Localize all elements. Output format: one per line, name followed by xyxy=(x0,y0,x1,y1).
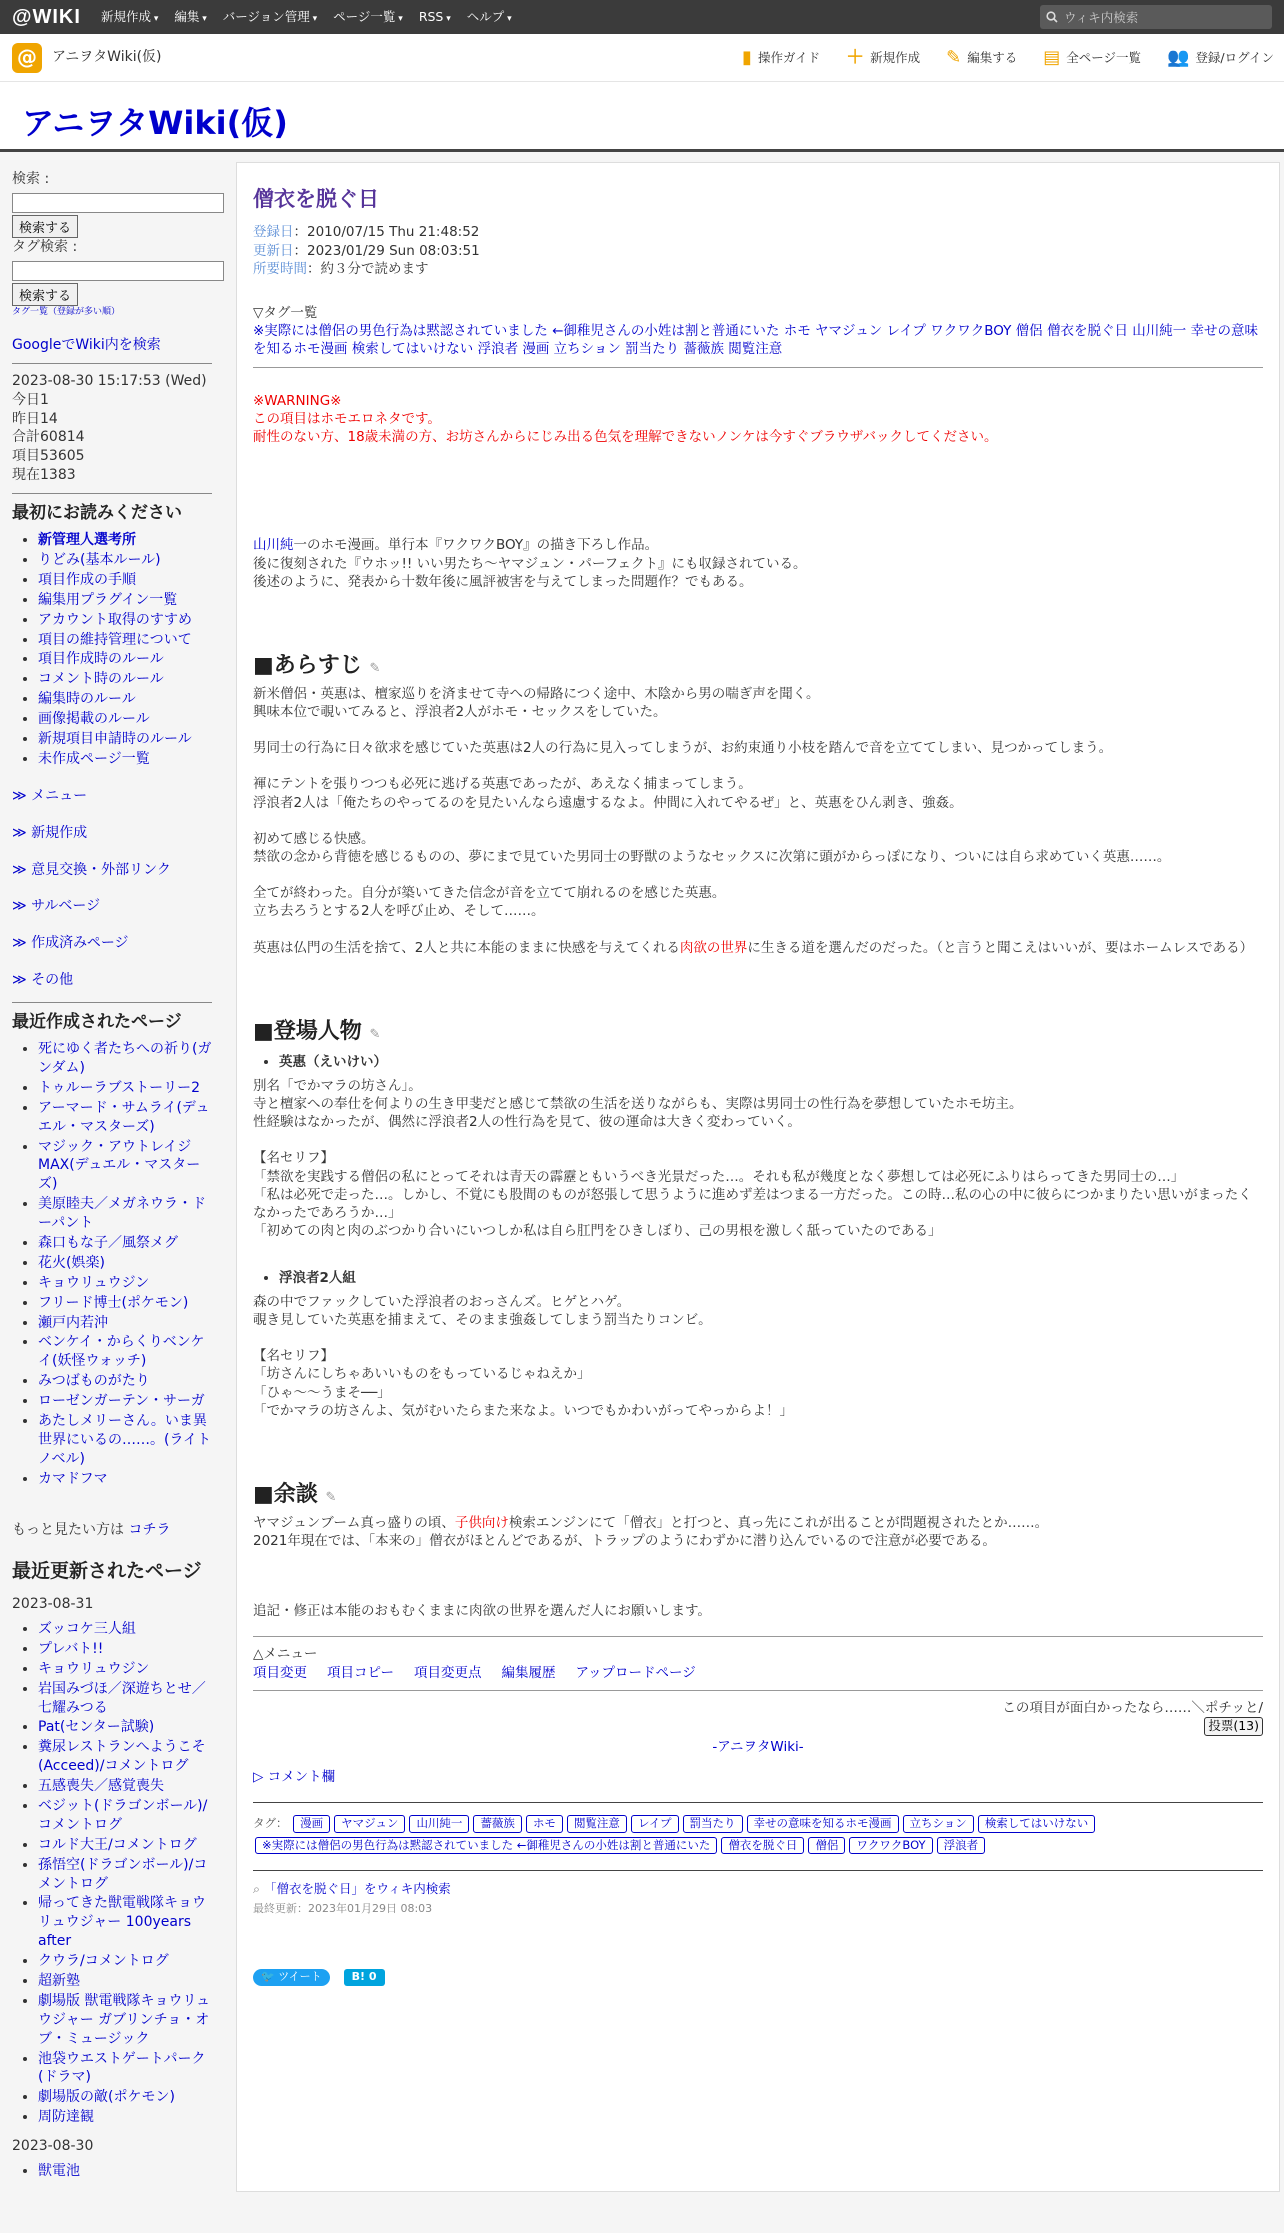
search-icon xyxy=(1046,11,1058,23)
first-read-heading: 最初にお読みください xyxy=(12,503,182,524)
recent-created-item-link[interactable]: アーマード・サムライ(デュエル・マスターズ) xyxy=(38,1099,210,1135)
tweet-button[interactable] xyxy=(253,1969,330,1986)
site-logo-icon[interactable]: @ xyxy=(12,43,42,73)
side-search-input[interactable] xyxy=(12,193,224,213)
stat-now: 現在1383 xyxy=(12,467,76,484)
stat-total: 合計60814 xyxy=(12,429,85,446)
recent-updated-item xyxy=(38,1718,212,1737)
first-read-item xyxy=(38,710,212,729)
tag-search-label: タグ検索 : xyxy=(12,238,78,255)
new-page-label: 新規作成 xyxy=(870,49,921,65)
first-read-item-link[interactable]: 新管理人選考所 xyxy=(38,532,136,549)
recent-updated-item xyxy=(38,1856,212,1894)
recent-updated-item-link[interactable]: クウラ/コメントログ xyxy=(38,1953,169,1970)
text-line xyxy=(253,1131,1263,1149)
share-buttons xyxy=(253,1969,1263,1986)
first-read-item xyxy=(38,631,212,650)
text-line xyxy=(253,812,1263,830)
recent-created-item-link[interactable]: キョウリュウジン xyxy=(38,1274,150,1291)
header-links xyxy=(742,34,1274,82)
recent-updated-item xyxy=(38,1952,212,1971)
closing-text: 追記・修正は本能のおもむくままに肉欲の世界を選んだ人にお願いします。 xyxy=(253,1603,711,1620)
text: 検索エンジンにて「僧衣」と打つと、真っ先にこれが出ることが問題視されたとか……。 xyxy=(508,1514,1049,1531)
tag-area xyxy=(253,1813,1263,1856)
text-line: 覗き見していた英惠を捕まえて、そのまま強姦してしまう罰当たりコンビ。 xyxy=(253,1311,712,1328)
tag-list-link[interactable]: タグ一覧（登録が多い順） xyxy=(12,306,121,317)
first-read-item-link[interactable]: アカウント取得のすすめ xyxy=(38,611,192,628)
section-title: ■余談 xyxy=(253,1482,318,1508)
created-key: 登録日 xyxy=(253,224,294,241)
top-bar xyxy=(0,0,1284,34)
text-line xyxy=(253,1329,1263,1347)
recent-updated-item-link[interactable]: プレバト!! xyxy=(38,1640,104,1657)
tag-chip[interactable]: ホモ xyxy=(526,1815,563,1833)
tag-chip[interactable]: 僧侶 xyxy=(808,1837,845,1855)
recent-created-item xyxy=(38,1195,212,1233)
vote-area xyxy=(253,1699,1263,1736)
recent-updated-item xyxy=(38,1992,212,2049)
recent-created-item xyxy=(38,1314,212,1333)
first-read-item xyxy=(38,591,212,610)
recent-updated-item-link[interactable]: 超新塾 xyxy=(38,1973,80,1989)
warning-line: ※WARNING※ xyxy=(253,392,342,409)
recent-created-item xyxy=(38,1372,212,1391)
recent-updated-item-link[interactable]: 五感喪失／感覚喪失 xyxy=(38,1778,164,1795)
nav-link-2[interactable]: ≫ 意見交換・外部リンク xyxy=(12,861,171,878)
menu-help[interactable]: ヘルプ ▾ xyxy=(467,9,512,26)
text-line: 「初めての肉と肉のぶつかり合いにいつしか私は自ら肛門をひきしぼり、己の男根を激しく舐っていたのである」 xyxy=(253,1223,942,1240)
recent-updated-item xyxy=(38,2162,212,2181)
page-meta xyxy=(253,223,1263,278)
google-search-link[interactable]: GoogleでWiki内を検索 xyxy=(12,336,161,353)
divider xyxy=(253,367,1263,368)
tag-chip[interactable]: 幸せの意味を知るホモ漫画 xyxy=(747,1815,899,1833)
recent-updated-list xyxy=(12,1620,212,2127)
text-line: 立ち去ろうとする2人を呼び止め、そして……。 xyxy=(253,903,545,920)
divider xyxy=(12,1002,212,1003)
readtime-key: 所要時間 xyxy=(253,260,307,277)
side-search-button[interactable]: 検索する xyxy=(12,215,78,238)
tag-chip[interactable]: 漫画 xyxy=(293,1815,330,1833)
first-read-item xyxy=(38,750,212,769)
divider xyxy=(12,493,212,494)
first-read-item xyxy=(38,690,212,709)
text-line: 男同士の行為に日々欲求を感じていた英惠は2人の行為に見入ってしまうが、お約束通り小枝を踏んで音を立ててしまい、見つかってしまう。 xyxy=(253,740,1113,757)
character-name: • 浮浪者2人組 xyxy=(279,1269,1263,1287)
first-read-item xyxy=(38,670,212,689)
tag-chip[interactable]: 浮浪者 xyxy=(937,1837,986,1855)
divider xyxy=(253,1636,1263,1637)
search-icon: ⌕ xyxy=(253,1881,264,1897)
recent-updated-item-link[interactable]: 糞尿レストランへようこそ(Acceed)/コメントログ xyxy=(38,1739,206,1775)
recent-updated-item xyxy=(38,1738,212,1776)
menu-link-history[interactable]: 編集履歴 xyxy=(501,1664,556,1681)
recent-created-item-link[interactable]: あたしメリーさん。いま異世界にいるの……。(ライトノベル) xyxy=(38,1412,212,1467)
character-2-body xyxy=(253,1293,1263,1420)
footer-brand[interactable]: -アニヲタWiki- xyxy=(712,1738,804,1755)
recent-created-item-link[interactable]: みつばものがたり xyxy=(38,1373,150,1390)
update-date-2: 2023-08-30 xyxy=(12,2138,94,2155)
recent-created-item-link[interactable]: 死にゆく者たちへの祈り(ガンダム) xyxy=(38,1041,212,1076)
divider xyxy=(253,1802,1263,1803)
recent-updated-item xyxy=(38,1660,212,1679)
nav-link-3[interactable]: ≫ サルベージ xyxy=(12,898,101,915)
top-search-input[interactable] xyxy=(1064,10,1264,25)
recent-updated-item-link[interactable]: 周防達観 xyxy=(38,2109,94,2126)
divider xyxy=(253,1870,1263,1871)
search-label: 検索 : xyxy=(12,171,50,187)
warning-line: この項目はホモエロネタです。 xyxy=(253,410,441,427)
nav-link-0[interactable]: ≫ メニュー xyxy=(12,787,88,804)
text-line xyxy=(253,721,1263,739)
menu-version[interactable]: バージョン管理 ▾ xyxy=(223,9,317,26)
edit-pencil-icon[interactable]: ✎ xyxy=(325,1490,337,1506)
recent-updated-item-link[interactable]: コルド大王/コメントログ xyxy=(38,1836,197,1853)
comment-link[interactable]: ▷ コメント欄 xyxy=(253,1769,336,1786)
recent-updated-item-link[interactable]: 孫悟空(ドラゴンボール)/コメントログ xyxy=(38,1856,208,1892)
section-heading-arasuji xyxy=(253,651,1263,681)
recent-created-item xyxy=(38,1079,212,1098)
recent-created-item-link[interactable]: フリード博士(ポケモン) xyxy=(38,1294,189,1311)
menu-links xyxy=(253,1664,1263,1682)
warning-line: 耐性のない方、18歳未満の方、お坊さんからにじみ出る色気を理解できないノンケは今すぐブラウザバックしてください。 xyxy=(253,429,998,446)
stat-yesterday: 昨日14 xyxy=(12,410,58,427)
tag-chip[interactable]: 僧衣を脱ぐ日 xyxy=(721,1837,804,1855)
tag-chip[interactable]: 検索してはいけない xyxy=(978,1815,1096,1833)
section-title: ■登場人物 xyxy=(253,1018,362,1044)
recent-created-item-link[interactable]: カマドフマ xyxy=(38,1470,108,1487)
recent-created-item-link[interactable]: ベンケイ・からくりベンケイ(妖怪ウォッチ) xyxy=(38,1334,205,1370)
updated-value: ：2023/01/29 Sun 08:03:51 xyxy=(293,242,480,259)
top-menu xyxy=(101,9,512,26)
sidebar xyxy=(0,152,224,2192)
recent-updated-item xyxy=(38,2050,212,2088)
update-date-1: 2023-08-31 xyxy=(12,1596,94,1613)
recent-updated-item xyxy=(38,1836,212,1855)
recent-created-item xyxy=(38,1470,212,1489)
text-line: 興味本位で覗いてみると、浮浪者2人がホモ・セックスをしていた。 xyxy=(253,703,667,720)
menu-link-change[interactable]: 項目変更 xyxy=(253,1664,307,1681)
first-read-item-link[interactable]: 未作成ページ一覧 xyxy=(38,750,150,767)
recent-updated-item-link[interactable]: 獣電池 xyxy=(38,2163,80,2180)
edit-pencil-icon[interactable]: ✎ xyxy=(369,660,381,676)
menu-link-copy[interactable]: 項目コピー xyxy=(327,1664,394,1681)
recent-updated-item xyxy=(38,1894,212,1951)
recent-updated-item-link[interactable]: 岩国みづほ／深遊ちとせ／七耀みつる xyxy=(38,1680,206,1716)
recent-updated-item-link[interactable]: 劇場版の敵(ポケモン) xyxy=(38,2089,175,2106)
edit-label: 編集する xyxy=(967,49,1018,65)
divider xyxy=(12,363,212,364)
tag-chip[interactable]: ※実際には僧侶の男色行為は黙認されていました ←御稚児さんの小姓は割と普通にいた xyxy=(255,1837,717,1855)
text-line: 森の中でファックしていた浮浪者のおっさんズ。ヒゲとハゲ。 xyxy=(253,1293,631,1310)
first-read-item-link[interactable]: コメント時のルール xyxy=(38,671,164,688)
section-title: ■あらすじ xyxy=(253,652,362,678)
text-line: 初めて感じる快感。 xyxy=(253,830,375,847)
all-pages-link[interactable] xyxy=(1043,46,1141,70)
recent-created-item xyxy=(38,1392,212,1411)
tweet-label: ツイート xyxy=(278,1970,322,1984)
text-line: 「坊さんにしちゃあいいものをもっているじゃねえか」 xyxy=(253,1366,591,1383)
character-name: • 英惠（えいけい） xyxy=(279,1053,1263,1071)
yodan-1 xyxy=(253,1514,1263,1532)
tag-heading: ▽タグ一覧 xyxy=(253,305,318,321)
recent-created-item xyxy=(38,1333,212,1371)
tag-chip[interactable]: 山川純一 xyxy=(409,1815,469,1833)
first-read-item-link[interactable]: 項目の維持管理について xyxy=(38,631,192,648)
text-line: 性経験はなかったが、偶然に浮浪者2人の性行為を見て、彼の運命は大きく変わっていく。 xyxy=(253,1114,801,1131)
text-line: 「禁欲を実践する僧侶の私にとってそれは青天の霹靂ともいうべき光景だった…。それも私が幾度となく夢想しては必死にふりはらってきた男同士の…」 xyxy=(253,1168,1185,1185)
recent-updated-item-link[interactable]: ベジット(ドラゴンボール)/コメントログ xyxy=(38,1797,208,1833)
menu-rss[interactable]: RSS ▾ xyxy=(419,9,451,26)
main-content xyxy=(236,162,1280,2192)
new-page-link[interactable] xyxy=(846,46,920,70)
recent-created-item xyxy=(38,1274,212,1293)
yodan-2: 2021年現在では、「本来の」僧衣がほとんどであるが、トラップのようにわずかに潜り込んでいるので注意が必要である。 xyxy=(253,1532,996,1549)
menu-pages[interactable]: ページ一覧 ▾ xyxy=(333,9,403,26)
text-line: 全てが終わった。自分が築いてきた信念が音を立てて崩れるのを感じた英惠。 xyxy=(253,885,726,902)
tags-label: タグ： xyxy=(253,1816,288,1831)
arasuji-last xyxy=(253,939,1263,957)
recent-created-item xyxy=(38,1040,212,1078)
tag-chip[interactable]: 薔薇族 xyxy=(473,1815,522,1833)
menu-link-upload[interactable]: アップロードページ xyxy=(575,1664,696,1681)
tag-search-input[interactable] xyxy=(12,261,224,281)
page-title: 僧衣を脱ぐ日 xyxy=(253,187,379,211)
text-line: 別名「でかマラの坊さん」。 xyxy=(253,1077,422,1094)
first-read-item-link[interactable]: 画像掲載のルール xyxy=(38,711,150,728)
recent-updated-item-link[interactable]: 池袋ウエストゲートパーク(ドラマ) xyxy=(38,2050,206,2086)
recent-created-item xyxy=(38,1138,212,1195)
first-read-item-link[interactable]: りどみ(基本ルール) xyxy=(38,551,161,568)
text: に生きる道を選んだのだった。（と言うと聞こえはいいが、要はホームレスである） xyxy=(747,939,1254,956)
menu-edit[interactable]: 編集 ▾ xyxy=(174,9,206,26)
recent-updated-item xyxy=(38,1797,212,1835)
title-band xyxy=(0,82,1284,152)
tag-chip[interactable]: レイプ xyxy=(631,1815,679,1833)
tag-chip[interactable]: ヤマジュン xyxy=(334,1815,405,1833)
nav-link-4[interactable]: ≫ 作成済みページ xyxy=(12,935,129,952)
twitter-icon: 🐦 xyxy=(261,1970,279,1984)
hatena-button[interactable]: B! 0 xyxy=(344,1969,385,1986)
first-read-item-link[interactable]: 編集時のルール xyxy=(38,691,136,708)
more-link[interactable]: コチラ xyxy=(128,1521,171,1538)
wiki-title[interactable]: アニヲタWiki(仮) xyxy=(22,104,288,142)
recent-updated-item xyxy=(38,1972,212,1991)
updated-key: 更新日 xyxy=(253,242,294,259)
nav-link-5[interactable]: ≫ その他 xyxy=(12,972,74,989)
divider xyxy=(253,1690,1263,1691)
login-link[interactable] xyxy=(1167,46,1274,70)
recent-created-item-link[interactable]: トゥルーラブストーリー2 xyxy=(38,1079,200,1096)
menu-heading: △メニュー xyxy=(253,1646,318,1663)
first-read-item xyxy=(38,531,212,550)
text: 英惠は仏門の生活を捨て、2人と共に本能のままに快感を与えてくれる xyxy=(253,939,680,956)
first-read-item-link[interactable]: 項目作成の手順 xyxy=(38,571,136,588)
text-line: 【名セリフ】 xyxy=(253,1150,334,1167)
recent-updated-item xyxy=(38,1680,212,1718)
guide-label: 操作ガイド xyxy=(757,49,821,65)
atwiki-logo[interactable]: @WIKI xyxy=(12,5,81,28)
vote-text: この項目が面白かったなら……＼ポチッと/ xyxy=(1002,1699,1263,1716)
stat-items: 項目53605 xyxy=(12,448,85,465)
text: ヤマジュンブーム真っ盛りの頃、 xyxy=(253,1514,455,1531)
menu-link-diff[interactable]: 項目変更点 xyxy=(413,1664,482,1681)
tag-search-button[interactable]: 検索する xyxy=(12,283,78,306)
site-search-link[interactable]: 「僧衣を脱ぐ日」をウィキ内検索 xyxy=(263,1881,451,1897)
tag-list xyxy=(253,1816,1097,1852)
tag-chip[interactable]: 閲覧注意 xyxy=(567,1815,627,1833)
first-read-item xyxy=(38,571,212,590)
warning-block xyxy=(253,392,1263,447)
stat-today: 今日1 xyxy=(12,391,49,408)
more-text xyxy=(12,1521,212,1540)
recent-created-item-link[interactable]: 瀬戸内若沖 xyxy=(38,1314,108,1331)
recent-created-item xyxy=(38,1254,212,1273)
users-icon: 👥 xyxy=(1166,46,1190,68)
tag-chip[interactable]: 立ちション xyxy=(903,1815,974,1833)
recent-created-item xyxy=(38,1099,212,1137)
first-read-item xyxy=(38,551,212,570)
text-line: 褌にテントを張りつつも必死に逃げる英惠であったが、あえなく捕まってしまう。 xyxy=(253,776,752,793)
recent-updated-item-link[interactable]: ズッコケ三人組 xyxy=(38,1620,136,1637)
recent-updated-item xyxy=(38,1620,212,1639)
recent-created-item xyxy=(38,1294,212,1313)
red-text: 肉欲の世界 xyxy=(679,939,748,956)
arasuji-body xyxy=(253,685,1263,939)
first-read-item-link[interactable]: 項目作成時のルール xyxy=(38,651,164,668)
pencil-icon: ✎ xyxy=(946,46,962,68)
first-read-item xyxy=(38,650,212,669)
recent-created-heading: 最近作成されたページ xyxy=(12,1012,182,1033)
recent-updated-item-link[interactable]: Pat(センター試験) xyxy=(38,1719,155,1736)
recent-created-list xyxy=(12,1040,212,1488)
text-line: 浮浪者2人は「俺たちのやってるのを見たいんなら遠慮するなよ。仲間に入れてやるぜ」と、英惠をひん剥き、強姦。 xyxy=(253,794,963,811)
plus-icon: ＋ xyxy=(846,46,865,68)
recent-updated-item xyxy=(38,2108,212,2127)
recent-updated-item-link[interactable]: 劇場版 獣電戦隊キョウリュウジャー ガブリンチョ・オブ・ミュージック xyxy=(38,1992,211,2047)
text-line xyxy=(253,866,1263,884)
more-label: もっと見たい方は xyxy=(12,1521,124,1538)
recent-created-item-link[interactable]: ローゼンガーテン・サーガ xyxy=(38,1393,205,1410)
recent-updated-item-link[interactable]: キョウリュウジン xyxy=(38,1660,150,1677)
text-line: 「でかマラの坊さんよ、気がむいたらまた来なよ。いつでもかわいがってやっからよ！」 xyxy=(253,1402,793,1419)
stats xyxy=(12,372,212,485)
recent-created-item-link[interactable]: マジック・アウトレイジMAX(デュエル・マスターズ) xyxy=(38,1138,201,1193)
text-line: 「私は必死で走った…。しかし、不覚にも股間のものが怒張して思うように進めず差はつまる一方だった。この時…私の心の中に彼らにつかまりたい思いがまったくなかったであろうか…」 xyxy=(253,1186,1252,1222)
recent-created-item xyxy=(38,1234,212,1253)
guide-link[interactable] xyxy=(742,46,820,70)
intro-text: 一のホモ漫画。単行本『ワクワクBOY』の描き下ろし作品。 xyxy=(293,537,659,554)
recent-created-item-link[interactable]: 美原睦夫／メガネウラ・ドーパント xyxy=(38,1196,206,1232)
intro-text: 後述のように、発表から十数年後に風評被害を与えてしまった問題作？でもある。 xyxy=(253,573,753,590)
nav-link-1[interactable]: ≫ 新規作成 xyxy=(12,824,88,841)
recent-updated-item xyxy=(38,1640,212,1659)
vote-button[interactable]: 投票(13) xyxy=(1204,1717,1263,1736)
tag-line[interactable]: ※実際には僧侶の男色行為は黙認されていました ←御稚児さんの小姓は割と普通にいた ホモ ヤマジュン レイプ ワクワクBOY 僧侶 僧衣を脱ぐ日 山川純一 幸せの意味を知るホモ漫画 検索してはいけない 浮浪者 漫画 立ちション 罰当たり 薔薇族 閲覧注意 xyxy=(253,323,1259,358)
menu-new[interactable]: 新規作成 ▾ xyxy=(101,9,158,26)
character-1-body xyxy=(253,1077,1263,1241)
tag-chip[interactable]: 罰当たり xyxy=(683,1815,743,1833)
recent-updated-list-2 xyxy=(12,2162,212,2181)
recent-created-item-link[interactable]: 花火(娯楽) xyxy=(38,1254,105,1271)
document-icon: ▤ xyxy=(1043,46,1061,68)
edit-pencil-icon[interactable]: ✎ xyxy=(369,1026,381,1042)
red-text: 子供向け xyxy=(454,1514,509,1531)
first-read-list xyxy=(12,531,212,769)
first-read-item-link[interactable]: 編集用プラグイン一覧 xyxy=(38,591,178,608)
all-pages-label: 全ページ一覧 xyxy=(1066,49,1141,65)
text-line: 寺と檀家への奉仕を何よりの生き甲斐だと感じて禁欲の生活を送りながらも、実際は男同士の性行為を夢想していたホモ坊主。 xyxy=(253,1095,1023,1112)
recent-updated-item xyxy=(38,2088,212,2107)
recent-created-item xyxy=(38,1412,212,1469)
text-line xyxy=(253,757,1263,775)
tag-chip[interactable]: ワクワクBOY xyxy=(849,1837,932,1855)
section-heading-chara xyxy=(253,1017,1263,1047)
login-label: 登録/ログイン xyxy=(1195,49,1274,65)
text-line: 禁欲の念から背徳を感じるものの、夢にまで見ていた男同士の野獣のようなセックスに次第に頭がからっぽになり、ついには自ら求めていく英惠……。 xyxy=(253,848,1171,865)
text-line: 新米僧侶・英惠は、檀家巡りを済ませて寺への帰路につく途中、木陰から男の喘ぎ声を聞く。 xyxy=(253,685,820,702)
recent-created-item-link[interactable]: 森口もな子／風祭メグ xyxy=(38,1234,178,1251)
first-read-item xyxy=(38,611,212,630)
edit-link[interactable] xyxy=(946,46,1017,70)
stat-datetime: 2023-08-30 15:17:53 (Wed) xyxy=(12,372,207,389)
recent-updated-item-link[interactable]: 帰ってきた獣電戦隊キョウリュウジャー 100years after xyxy=(38,1895,206,1950)
book-icon: ▮ xyxy=(742,46,752,68)
readtime-value: ：約３分で読めます xyxy=(307,260,429,277)
site-name[interactable]: アニヲタWiki(仮) xyxy=(52,49,162,66)
recent-updated-item xyxy=(38,1777,212,1796)
recent-updated-heading: 最近更新されたページ xyxy=(12,1560,202,1583)
first-read-item-link[interactable]: 新規項目申請時のルール xyxy=(38,731,192,747)
created-value: ：2010/07/15 Thu 21:48:52 xyxy=(293,224,480,241)
site-header xyxy=(0,34,1284,82)
intro xyxy=(253,536,1263,591)
author-link[interactable]: 山川純 xyxy=(253,537,294,554)
text-line: 「ひゃ〜〜うまそ──」 xyxy=(253,1384,391,1401)
text-line: 【名セリフ】 xyxy=(253,1348,334,1365)
site-search-row xyxy=(253,1881,1263,1898)
top-search-box xyxy=(1040,5,1272,29)
last-update: 最終更新：2023年01月29日 08:03 xyxy=(253,1902,433,1916)
first-read-item xyxy=(38,730,212,749)
section-heading-yodan xyxy=(253,1480,1263,1510)
intro-text: 後に復刻された『ウホッ!! いい男たち〜ヤマジュン・パーフェクト』にも収録されている。 xyxy=(253,555,807,572)
